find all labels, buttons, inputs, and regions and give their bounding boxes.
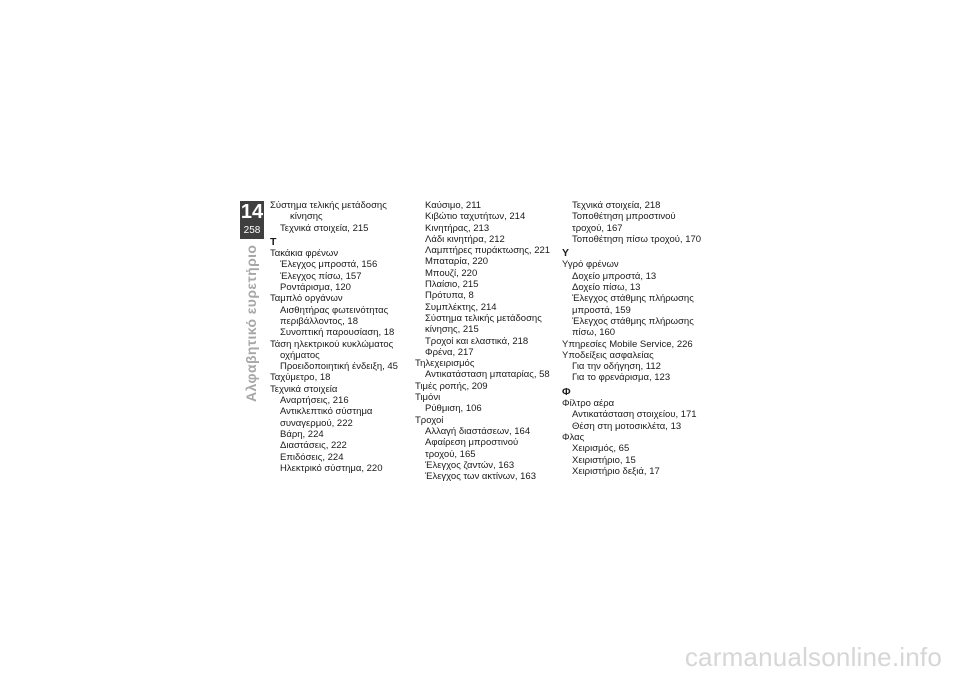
index-subentry: Ρύθμιση, 106 bbox=[425, 403, 482, 415]
index-entry: Υγρό φρένων bbox=[562, 259, 619, 271]
index-subentry: Ροντάρισμα, 120 bbox=[280, 282, 351, 294]
index-entry: Σύστημα τελικής μετάδοσης bbox=[270, 200, 387, 211]
index-subentry: κίνησης bbox=[290, 211, 323, 223]
index-subentry: Μπαταρία, 220 bbox=[425, 256, 489, 268]
index-entry: Τάση ηλεκτρικού κυκλώματος bbox=[270, 338, 394, 350]
index-entry: Υπηρεσίες Mobile Service, 226 bbox=[562, 338, 693, 350]
index-subentry: Διαστάσεις, 222 bbox=[280, 440, 347, 452]
index-subentry: τροχού, 167 bbox=[572, 222, 623, 234]
index-entry: Φίλτρο αέρα bbox=[562, 398, 615, 410]
index-subentry: Φρένα, 217 bbox=[425, 346, 474, 358]
index-subentry: Για το φρενάρισμα, 123 bbox=[572, 372, 671, 384]
index-entry: Τιμές ροπής, 209 bbox=[415, 380, 488, 392]
index-entry: Φλας bbox=[562, 431, 585, 443]
index-letter-heading: Υ bbox=[562, 247, 570, 260]
index-subentry: Έλεγχος των ακτίνων, 163 bbox=[425, 471, 536, 483]
index-subentry: συναγερμού, 222 bbox=[280, 417, 353, 429]
index-subentry: Αντικατάσταση στοιχείου, 171 bbox=[572, 409, 697, 421]
index-subentry: Αισθητήρας φωτεινότητας bbox=[280, 304, 389, 316]
index-subentry: κίνησης, 215 bbox=[425, 324, 479, 336]
index-subentry: Δοχείο μπροστά, 13 bbox=[572, 270, 657, 282]
index-subentry: Έλεγχος στάθμης πλήρωσης bbox=[572, 293, 694, 305]
index-entry: Τηλεχειρισμός bbox=[415, 358, 475, 370]
index-subentry: τροχού, 165 bbox=[425, 448, 476, 460]
index-subentry: Επιδόσεις, 224 bbox=[280, 451, 344, 463]
index-entry: Τιμόνι bbox=[415, 392, 441, 404]
index-entry: Τροχοί bbox=[415, 414, 444, 426]
index-entry: Ταχύμετρο, 18 bbox=[270, 372, 331, 384]
index-column-1 bbox=[270, 200, 420, 474]
side-section-title: Αλφαβητικό ευρετήριο bbox=[243, 245, 259, 403]
index-subentry: πίσω, 160 bbox=[572, 327, 616, 339]
index-subentry: Κινητήρας, 213 bbox=[425, 222, 490, 234]
index-column-2 bbox=[415, 200, 565, 482]
index-subentry: Τεχνικά στοιχεία, 215 bbox=[280, 222, 369, 234]
index-subentry: Ηλεκτρικό σύστημα, 220 bbox=[280, 462, 383, 474]
index-subentry: Λάδι κινητήρα, 212 bbox=[425, 233, 505, 245]
index-subentry: Χειρισμός, 65 bbox=[572, 443, 630, 455]
index-subentry: Αντικλεπτικό σύστημα bbox=[280, 406, 373, 418]
chapter-number: 14 bbox=[240, 201, 264, 223]
index-subentry: περιβάλλοντος, 18 bbox=[280, 315, 358, 327]
index-subentry: Συμπλέκτης, 214 bbox=[425, 301, 497, 313]
index-subentry: Μπουζί, 220 bbox=[425, 267, 478, 279]
index-subentry: Κιβώτιο ταχυτήτων, 214 bbox=[425, 211, 526, 223]
index-subentry: Αφαίρεση μπροστινού bbox=[425, 437, 519, 449]
index-subentry: Τοποθέτηση μπροστινού bbox=[572, 211, 676, 223]
index-subentry: μπροστά, 159 bbox=[572, 304, 631, 316]
index-subentry: Καύσιμο, 211 bbox=[425, 200, 482, 211]
index-subentry: Πρότυπα, 8 bbox=[425, 290, 474, 302]
index-subentry: Σύστημα τελικής μετάδοσης bbox=[425, 312, 542, 324]
index-subentry: Έλεγχος ζαντών, 163 bbox=[425, 459, 515, 471]
index-subentry: Τοποθέτηση πίσω τροχού, 170 bbox=[572, 233, 702, 245]
index-letter-heading: Τ bbox=[270, 235, 277, 248]
index-subentry: οχήματος bbox=[280, 349, 320, 361]
index-entry: Ταμπλό οργάνων bbox=[270, 293, 343, 305]
index-subentry: Λαμπτήρες πυράκτωσης, 221 bbox=[425, 245, 551, 257]
index-subentry: Τροχοί και ελαστικά, 218 bbox=[425, 335, 529, 347]
index-column-3 bbox=[562, 200, 712, 477]
index-subentry: Έλεγχος πίσω, 157 bbox=[280, 270, 362, 282]
index-subentry: Αναρτήσεις, 216 bbox=[280, 395, 349, 407]
index-entry: Τεχνικά στοιχεία bbox=[270, 383, 338, 395]
index-entry: Υποδείξεις ασφαλείας bbox=[562, 349, 654, 361]
index-subentry: Θέση στη μοτοσικλέτα, 13 bbox=[572, 420, 682, 432]
page-number: 258 bbox=[243, 225, 261, 236]
index-entry: Τακάκια φρένων bbox=[270, 248, 339, 260]
index-subentry: Βάρη, 224 bbox=[280, 428, 324, 440]
index-letter-heading: Φ bbox=[562, 385, 571, 398]
index-subentry: Χειριστήριο δεξιά, 17 bbox=[572, 465, 660, 477]
index-subentry: Αντικατάσταση μπαταρίας, 58 bbox=[425, 369, 550, 381]
index-subentry: Πλαίσιο, 215 bbox=[425, 279, 479, 291]
index-subentry: Έλεγχος μπροστά, 156 bbox=[280, 259, 378, 271]
index-subentry: Αλλαγή διαστάσεων, 164 bbox=[425, 425, 531, 437]
index-subentry: Για την οδήγηση, 112 bbox=[572, 361, 661, 373]
watermark: carmanualsonline.info bbox=[684, 642, 942, 672]
index-subentry: Προειδοποιητική ένδειξη, 45 bbox=[280, 361, 398, 373]
chapter-tab bbox=[240, 201, 264, 239]
index-subentry: Τεχνικά στοιχεία, 218 bbox=[572, 200, 661, 211]
index-subentry: Χειριστήριο, 15 bbox=[572, 454, 636, 466]
index-subentry: Συνοπτική παρουσίαση, 18 bbox=[280, 327, 395, 339]
index-subentry: Έλεγχος στάθμης πλήρωσης bbox=[572, 315, 694, 327]
index-subentry: Δοχείο πίσω, 13 bbox=[572, 282, 641, 294]
